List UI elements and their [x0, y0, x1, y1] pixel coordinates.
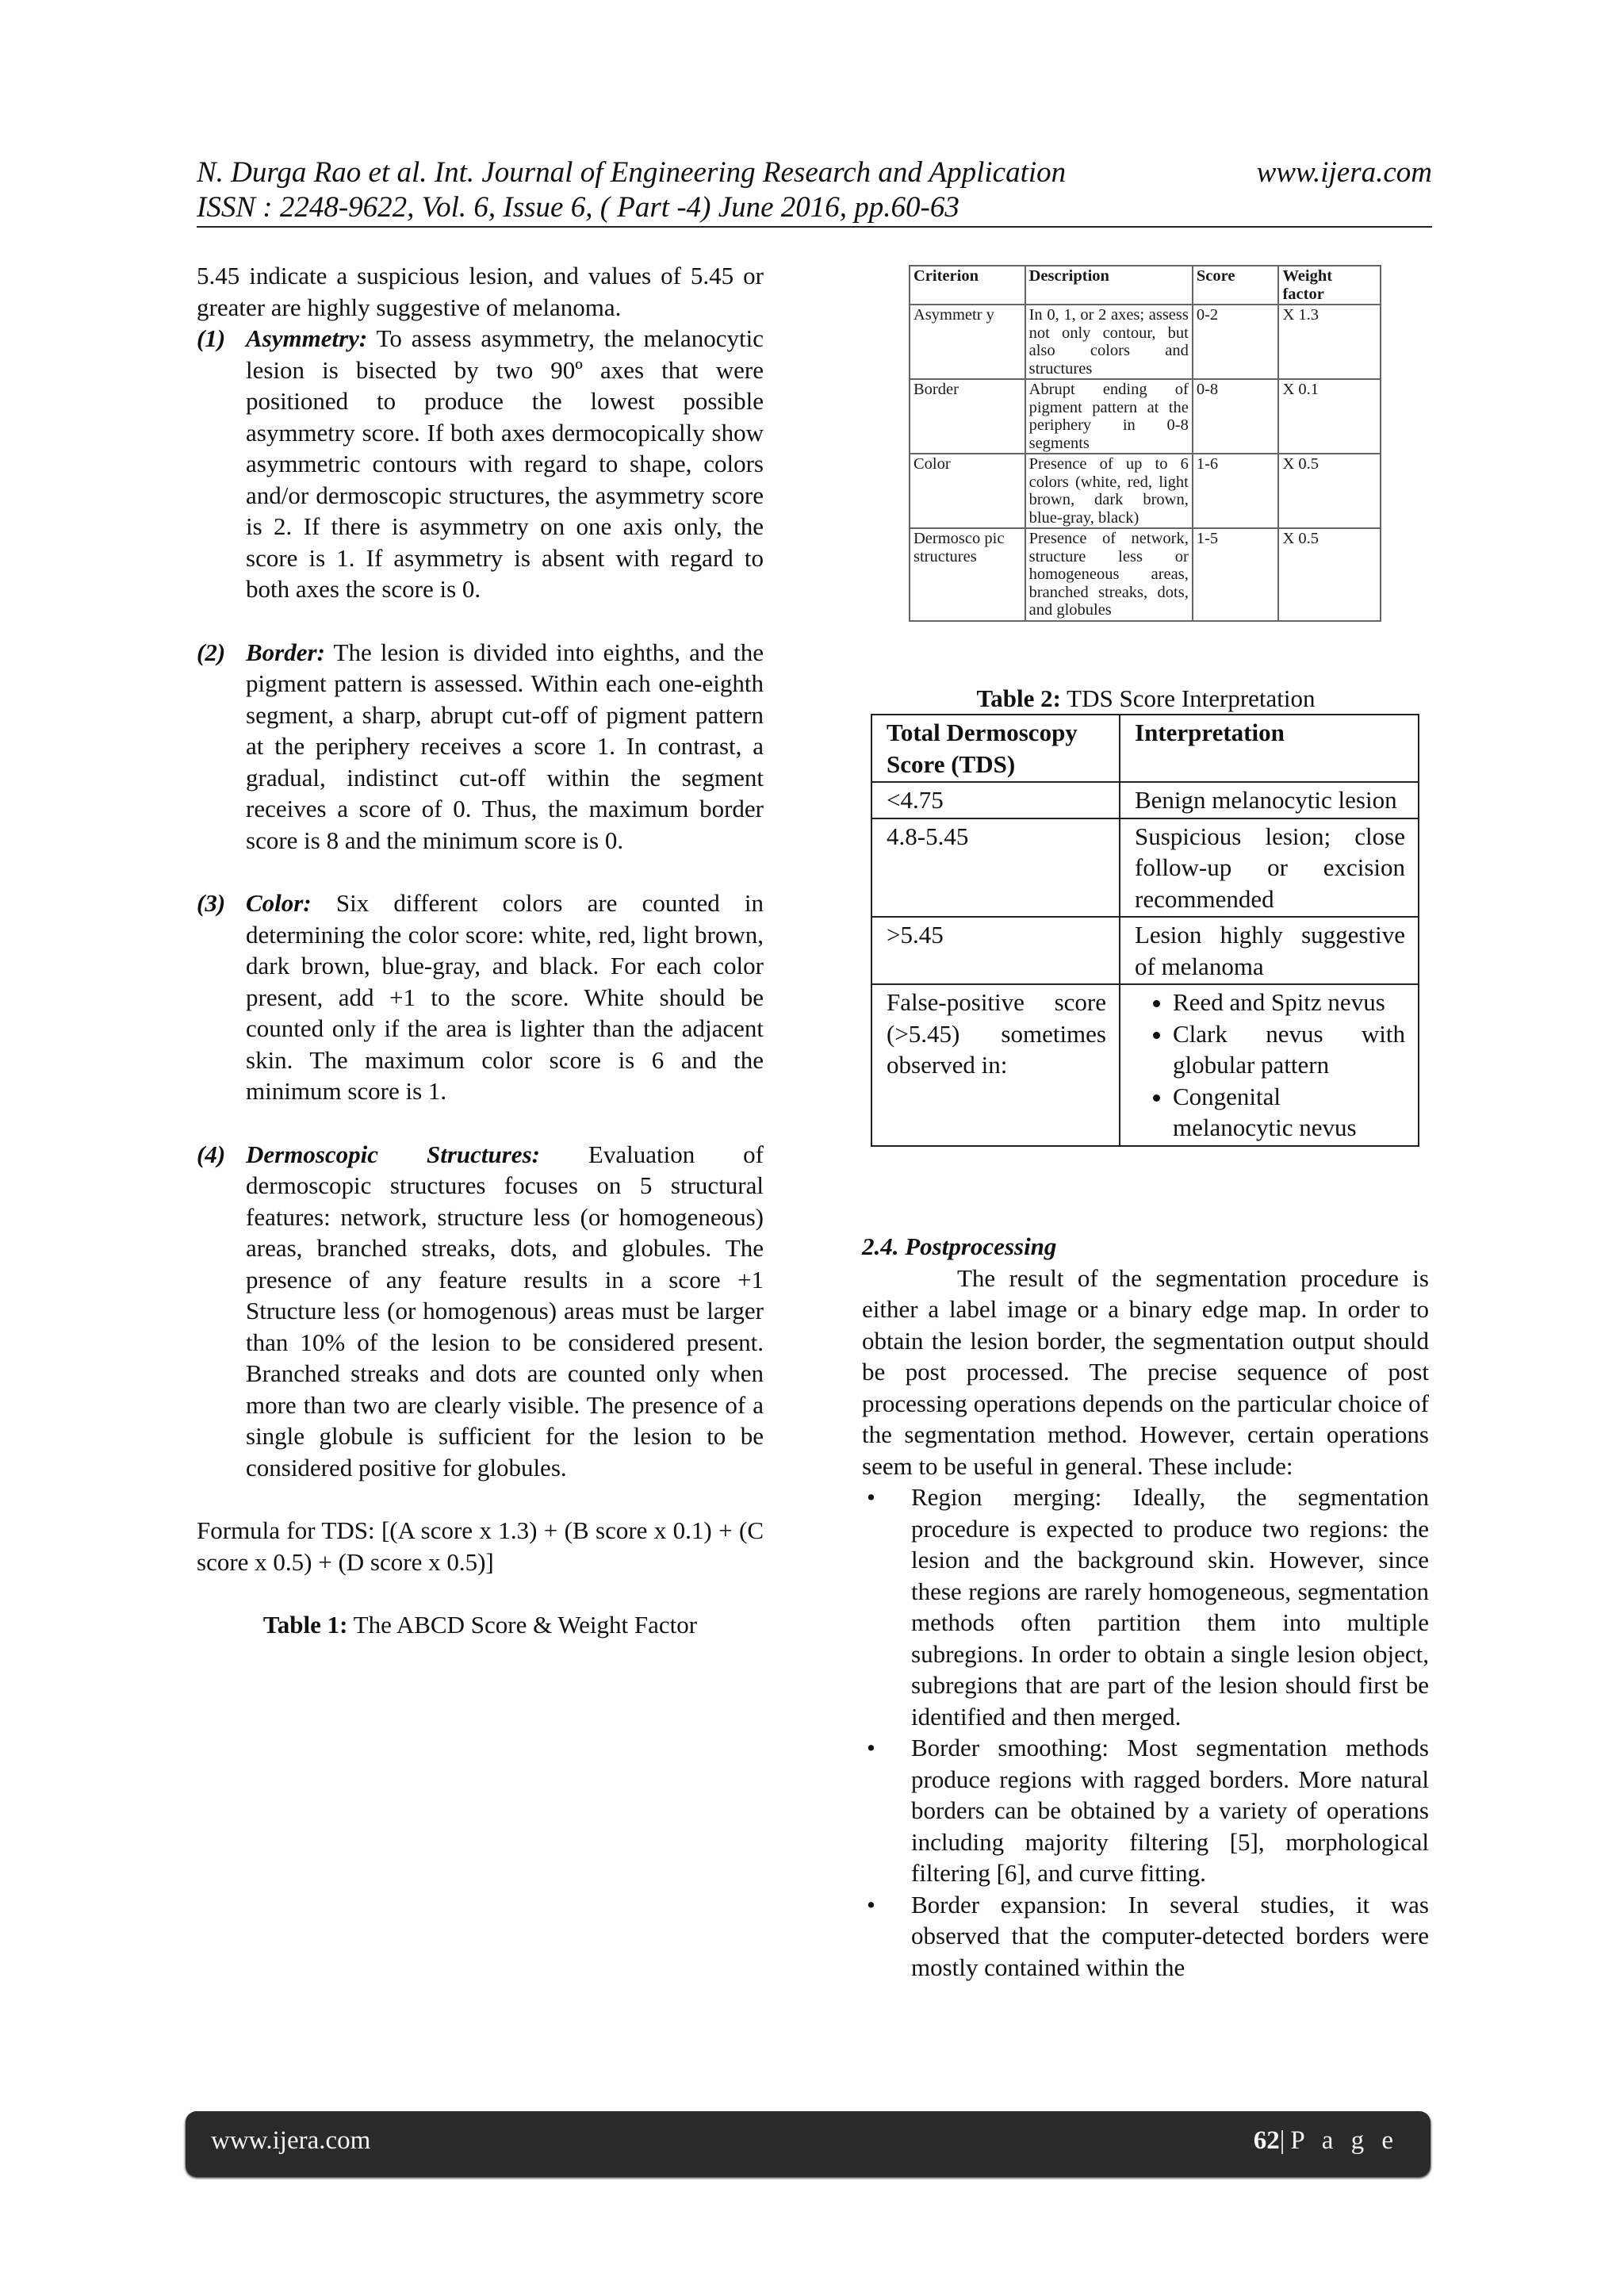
header-rule — [197, 226, 1432, 228]
table-row — [871, 782, 1419, 818]
right-column — [862, 1231, 1429, 1983]
table-cell: 1-5 — [1193, 528, 1279, 621]
table-cell: In 0, 1, or 2 axes; assess not only contour, but also colors and structures — [1025, 305, 1193, 379]
intro-paragraph: 5.45 indicate a suspicious lesion, and values of 5.45 or greater are highly suggestive of melanoma. — [197, 262, 764, 321]
table-cell: Border — [910, 379, 1025, 454]
table-cell: 0-8 — [1193, 379, 1279, 454]
table-header-cell: Total Dermoscopy Score (TDS) — [871, 715, 1120, 782]
spacer — [197, 856, 764, 887]
header-issn: ISSN : 2248-9622, Vol. 6, Issue 6, ( Part -4) June 2016, pp.60-63 — [197, 191, 959, 224]
table-cell: Color — [910, 454, 1025, 528]
table-cell: Presence of network, structure less or homogeneous areas, branched streaks, dots, and globules — [1025, 528, 1193, 621]
table-cell: False-positive score (>5.45) sometimes observed in: — [871, 984, 1120, 1146]
item-number: (3) — [197, 889, 226, 917]
item-text: Evaluation of dermoscopic structures focuses on 5 structural features: network, structure less (or homogeneous) areas, branched streaks, dots, and globules. The presence of any feature results in a score +1 Structure less (or homogenous) areas must be larger than 10% of the lesion to be considered present. Branched streaks and dots are counted only when more than two are clearly visible. The presence of a single globule is sufficient for the lesion to be considered positive for globules. — [246, 1140, 764, 1481]
running-header — [197, 155, 1432, 225]
left-column — [197, 260, 764, 1641]
table-cell: Abrupt ending of pigment pattern at the periphery in 0-8 segments — [1025, 379, 1193, 454]
item-text: Six different colors are counted in determining the color score: white, red, light brown, dark brown, blue-gray, and black. For each color present, add +1 to the score. White should be counted only if the area is lighter than the adjacent skin. The maximum color score is 6 and the minimum score is 1. — [246, 889, 764, 1105]
item-title: Border: — [246, 638, 325, 666]
table-cell: Asymmetr y — [910, 305, 1025, 379]
item-title: Asymmetry: — [246, 324, 368, 352]
section-heading: 2.4. Postprocessing — [862, 1232, 1057, 1260]
item-number: (4) — [197, 1140, 226, 1168]
tds-formula: Formula for TDS: [(A score x 1.3) + (B score x 0.1) + (C score x 0.5) + (D score x 0.5)] — [197, 1516, 764, 1576]
table-header-cell: Description — [1025, 266, 1193, 305]
bullet-text: Border smoothing: Most segmentation methods produce regions with ragged borders. More natural borders can be obtained by a variety of operations including majority filtering [5], morphological filtering [6], and curve fitting. — [911, 1734, 1429, 1887]
page-footer — [186, 2111, 1431, 2176]
bullet-icon: • — [867, 1483, 875, 1511]
item-title: Dermoscopic Structures: — [246, 1140, 540, 1168]
table-row — [910, 528, 1381, 621]
header-citation: N. Durga Rao et al. Int. Journal of Engineering Research and Application — [197, 156, 1067, 189]
postprocessing-paragraph: The result of the segmentation procedure is either a label image or a binary edge map. In order to obtain the lesion border, the segmentation output should be post processed. The precise sequence of post processing operations depends on the particular choice of the segmentation method. However, certain operations seem to be useful in general. These include: — [862, 1263, 1429, 1480]
bullet-region-merging — [862, 1481, 1429, 1732]
table-header-row — [910, 266, 1381, 305]
table-cell: Lesion highly suggestive of melanoma — [1120, 917, 1419, 984]
spacer — [197, 1577, 764, 1609]
table-header-cell: Criterion — [910, 266, 1025, 305]
table2-caption-label: Table 2: — [976, 684, 1061, 712]
table2-caption-text: TDS Score Interpretation — [1060, 684, 1316, 712]
table1-caption-text: The ABCD Score & Weight Factor — [347, 1611, 698, 1639]
footer-site-link[interactable]: www.ijera.com — [211, 2126, 371, 2155]
table-cell: X 0.1 — [1278, 379, 1381, 454]
bullet-text: Region merging: Ideally, the segmentation procedure is expected to produce two regions: the lesion and the background skin. However, since these regions are rarely homogeneous, segmentation methods often partition them into multiple subregions. In order to obtain a single lesion object, subregions that are part of the lesion should first be identified and then merged. — [911, 1483, 1429, 1731]
criterion-color — [197, 887, 764, 1107]
spacer — [197, 1483, 764, 1515]
table1-caption — [197, 1609, 764, 1641]
table-header-cell: Weight factor — [1278, 266, 1381, 305]
bullet-border-smoothing — [862, 1732, 1429, 1889]
table-cell: X 0.5 — [1278, 528, 1381, 621]
table-cell: 4.8-5.45 — [871, 818, 1120, 918]
list-item: • Congenital melanocytic nevus — [1173, 1081, 1405, 1144]
table2-caption — [872, 684, 1419, 714]
bullet-icon: • — [867, 1734, 875, 1761]
spacer — [197, 605, 764, 637]
table-cell: Dermosco pic structures — [910, 528, 1025, 621]
table-cell: 1-6 — [1193, 454, 1279, 528]
table-row — [871, 984, 1419, 1146]
spacer — [197, 1107, 764, 1139]
criterion-asymmetry — [197, 323, 764, 605]
header-site[interactable]: www.ijera.com — [1256, 156, 1432, 189]
table-row — [871, 917, 1419, 984]
list-item: • Clark nevus with globular pattern — [1173, 1018, 1405, 1081]
false-positive-list — [1135, 987, 1405, 1144]
table-row — [871, 818, 1419, 918]
item-text: The lesion is divided into eighths, and the pigment pattern is assessed. Within each one-eighth segment, a sharp, abrupt cut-off of pigment pattern at the periphery receives a score 1. In contrast, a gradual, indistinct cut-off within the segment receives a score of 0. Thus, the maximum border score is 8 and the minimum score is 0. — [246, 638, 764, 854]
table-cell: >5.45 — [871, 917, 1120, 984]
table-cell: <4.75 — [871, 782, 1120, 818]
abcd-score-table — [909, 265, 1381, 622]
table-header-row — [871, 715, 1419, 782]
page-number-label: |P a g e — [1279, 2126, 1399, 2155]
criterion-border — [197, 637, 764, 857]
tds-interpretation-table — [871, 714, 1419, 1147]
table-header-cell: Score — [1193, 266, 1279, 305]
table-row — [910, 379, 1381, 454]
page-number-value: 62 — [1253, 2126, 1280, 2155]
table-cell: X 0.5 — [1278, 454, 1381, 528]
item-number: (1) — [197, 324, 226, 352]
table-cell: X 1.3 — [1278, 305, 1381, 379]
table-cell — [1120, 984, 1419, 1146]
table-header-cell: Interpretation — [1120, 715, 1419, 782]
bullet-border-expansion — [862, 1889, 1429, 1984]
table-cell: 0-2 — [1193, 305, 1279, 379]
table-cell: Benign melanocytic lesion — [1120, 782, 1419, 818]
bullet-text: Border expansion: In several studies, it was observed that the computer-detected borders were mostly contained within the — [911, 1890, 1429, 1981]
page-number — [1254, 2126, 1399, 2156]
table-cell: Suspicious lesion; close follow-up or excision recommended — [1120, 818, 1419, 918]
item-text: To assess asymmetry, the melanocytic lesion is bisected by two 90º axes that were positioned to produce the lowest possible asymmetry score. If both axes dermocopically show asymmetric contours with regard to shape, colors and/or dermoscopic structures, the asymmetry score is 2. If there is asymmetry on one axis only, the score is 1. If asymmetry is absent with regard to both axes the score is 0. — [246, 324, 764, 603]
criterion-dermoscopic-structures — [197, 1139, 764, 1484]
table1-caption-label: Table 1: — [262, 1611, 348, 1639]
item-number: (2) — [197, 638, 226, 666]
table-cell: Presence of up to 6 colors (white, red, light brown, dark brown, blue-gray, black) — [1025, 454, 1193, 528]
bullet-icon: • — [867, 1890, 875, 1918]
table-row — [910, 305, 1381, 379]
table-row — [910, 454, 1381, 528]
item-title: Color: — [246, 889, 312, 917]
list-item: • Reed and Spitz nevus — [1173, 987, 1405, 1018]
